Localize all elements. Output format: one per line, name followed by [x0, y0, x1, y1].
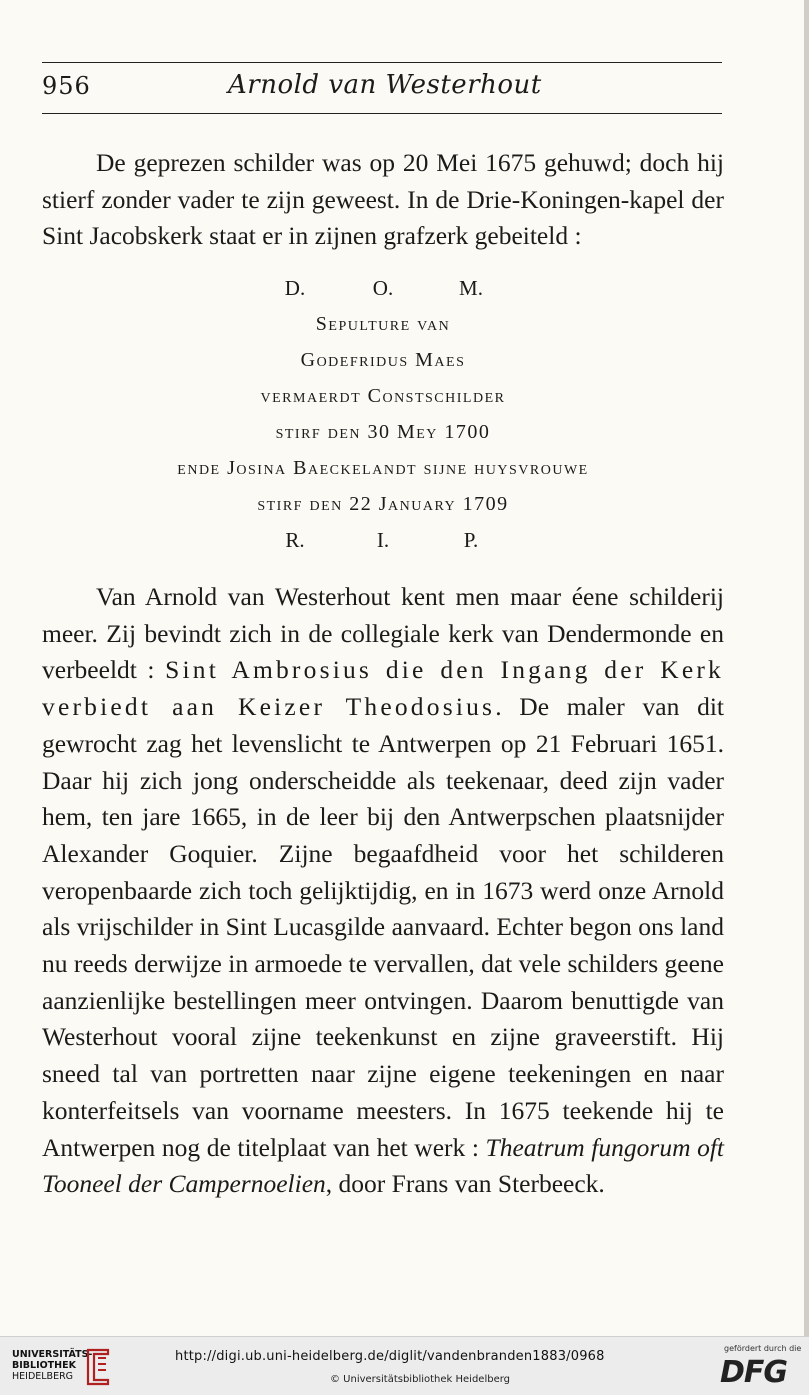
page-edge	[804, 0, 809, 1336]
page-number: 956	[42, 72, 91, 100]
paragraph-main-part-3: , door Frans van Sterbeeck.	[325, 1169, 605, 1199]
paragraph-main-part-2: . De maler van dit gewrocht zag het levenslicht te Antwerpen op 21 Februari 1651. Daar hij zich jong onderscheidde als teekenaar, deed zijn vader hem, ten jare 1665, in de leer bij den Antwerpschen plaatsnijder Alexander Goquier. Zijne begaafdheid voor het schilderen veropenbaarde zich toch gelijktijdig, en in 1673 werd onze Arnold als vrijschilder in Sint Lucasgilde aanvaard. Echter begon ons land nu reeds derwijze in armoede te vervallen, dat vele schilders geene aanzienlijke bestellingen meer ontvingen. Daarom benuttigde van Westerhout vooral zijne teekenkunst en zijne graveerstift. Hij sneed tal van portretten naar zijne eigene teekeningen en naar konterfeitsels van voorname meesters. In 1675 teekende hij te Antwerpen nog de titelplaat van het werk :	[42, 692, 724, 1162]
header-rule-bottom	[42, 113, 722, 114]
epitaph-line-4: stirf den 30 Mey 1700	[275, 421, 491, 443]
epitaph-line-3: vermaerdt Constschilder	[260, 385, 506, 407]
library-line-2: BIBLIOTHEK	[12, 1360, 76, 1371]
permalink-url[interactable]: http://digi.ub.uni-heidelberg.de/diglit/vandenbranden1883/0968	[175, 1349, 605, 1364]
copyright-notice: © Universitätsbibliothek Heidelberg	[330, 1374, 511, 1385]
epitaph-p: P.	[463, 528, 479, 552]
book-title: Theatrum fungorum oft Tooneel der Campernoelien	[42, 1132, 724, 1199]
library-line-1: UNIVERSITÄTS-	[12, 1349, 93, 1360]
epitaph-dom	[42, 270, 724, 306]
epitaph-r: R.	[285, 528, 305, 552]
paragraph-intro: De geprezen schilder was op 20 Mei 1675 gehuwd; doch hij stierf zonder vader te zijn geweest. In de Drie-Koningen-kapel der Sint Jacobskerk staat er in zijnen grafzerk gebeiteld :	[42, 148, 724, 251]
painting-title: Sint Ambrosius die den Ingang der Kerk verbiedt aan Keizer Theodosius	[42, 655, 724, 722]
header-rule-top	[42, 62, 722, 63]
dfg-logo: DFG	[720, 1355, 788, 1390]
library-name	[12, 1349, 92, 1382]
epitaph-m: M.	[459, 276, 483, 300]
epitaph-line-2: Godefridus Maes	[300, 349, 466, 371]
epitaph-inscription	[42, 270, 724, 558]
library-line-3: HEIDELBERG	[12, 1371, 74, 1382]
running-title: Arnold van Westerhout	[228, 70, 542, 100]
epitaph-line-6: stirf den 22 January 1709	[257, 493, 509, 515]
epitaph-d: D.	[284, 276, 306, 300]
epitaph-line-5: ende Josina Baeckelandt sijne huysvrouwe	[177, 457, 589, 479]
paragraph-main	[42, 579, 724, 1203]
epitaph-i: I.	[376, 528, 390, 552]
funding-note: gefördert durch die	[724, 1344, 802, 1353]
digitization-footer	[0, 1336, 809, 1395]
epitaph-o: O.	[372, 276, 394, 300]
epitaph-rip	[42, 522, 724, 558]
paragraph-main-part-1: Van Arnold van Westerhout kent men maar éene schilderij meer. Zij bevindt zich in de collegiale kerk van Dendermonde en verbeeldt :	[42, 582, 724, 685]
library-logo-icon	[84, 1346, 112, 1386]
epitaph-line-1: Sepulture van	[315, 313, 451, 335]
